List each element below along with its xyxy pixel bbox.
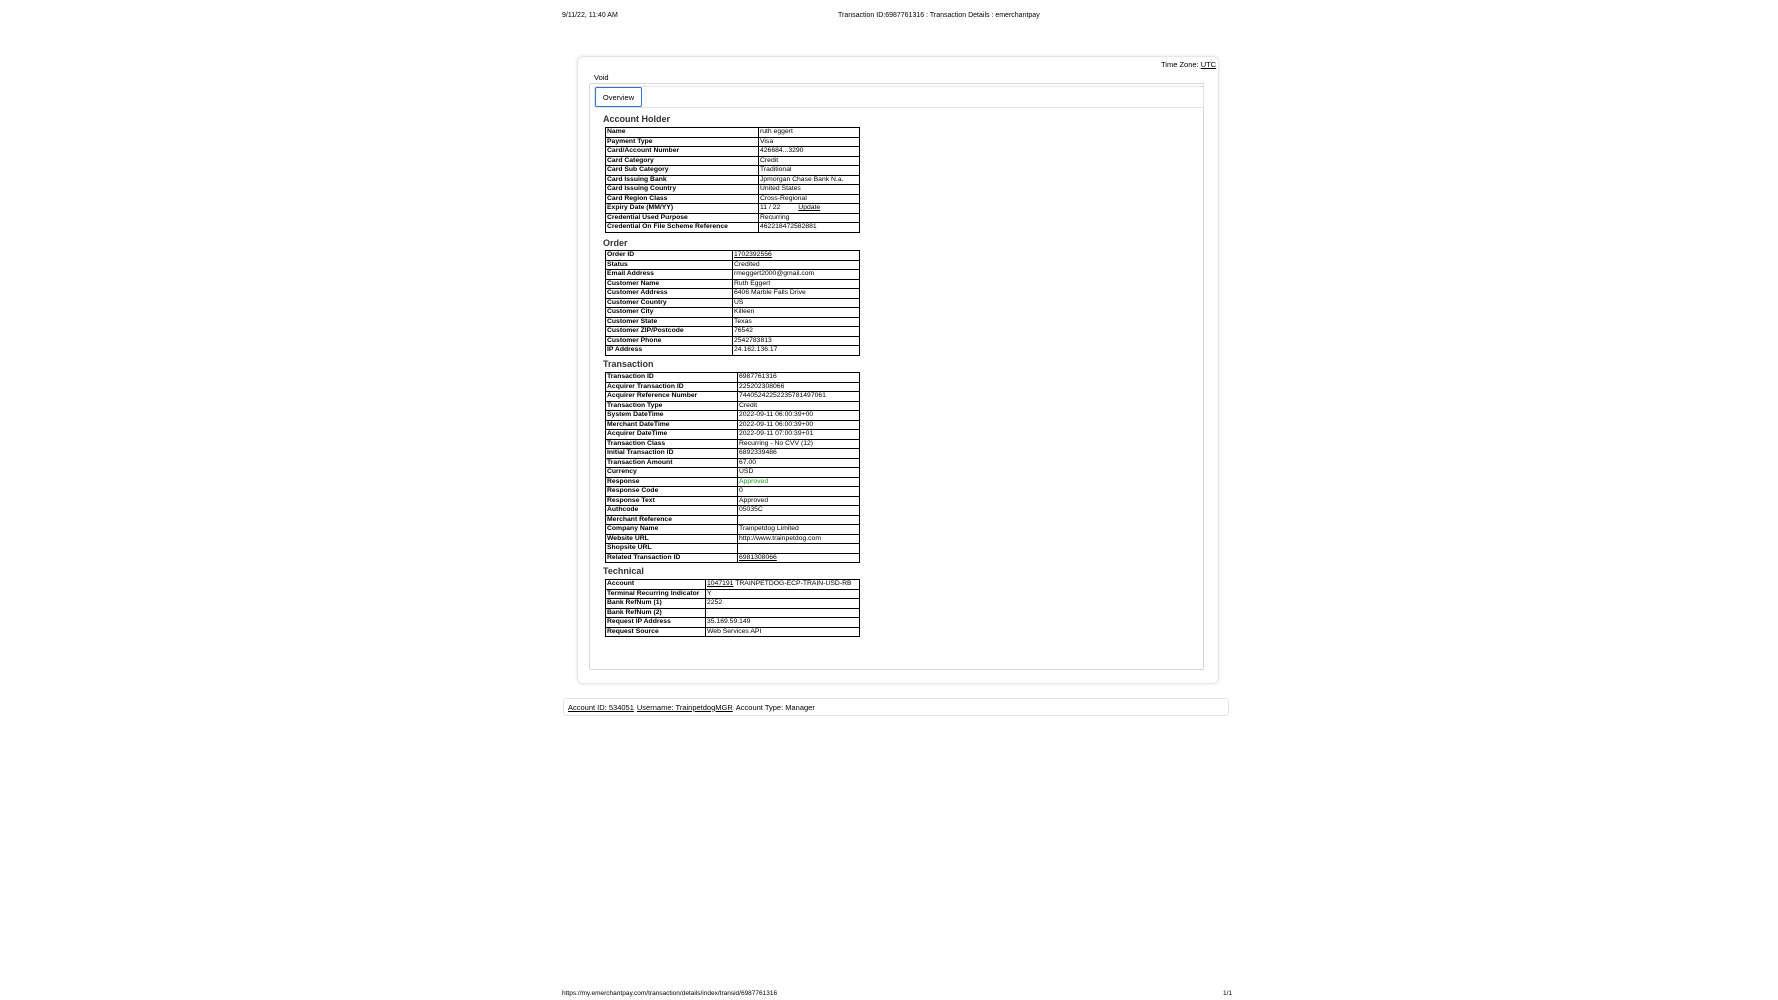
table-row	[606, 223, 860, 233]
table-row	[606, 213, 860, 223]
table-row	[606, 599, 860, 609]
timezone-label: Time Zone:	[1161, 60, 1199, 69]
table-row	[606, 156, 860, 166]
row-value	[759, 137, 860, 147]
value-text: 462218472582881	[760, 223, 817, 230]
order-table	[605, 250, 860, 356]
value-text: USD	[739, 468, 754, 475]
row-value	[738, 468, 860, 478]
row-value	[738, 477, 860, 487]
row-value	[759, 166, 860, 176]
value-text: 0	[739, 487, 743, 494]
table-row	[606, 289, 860, 299]
table-row	[606, 137, 860, 147]
row-value	[733, 336, 860, 346]
row-value	[738, 411, 860, 421]
row-value	[759, 213, 860, 223]
section-title-technical: Technical	[603, 566, 644, 576]
table-row	[606, 449, 860, 459]
row-label: Shopsite URL	[606, 544, 738, 554]
value-text: Killeen	[734, 308, 755, 315]
value-text: 2252	[707, 599, 723, 606]
table-row	[606, 270, 860, 280]
value-text: Credit	[739, 401, 758, 409]
account-name: TRAINPETDOG-ECP-TRAIN-USD-RB	[733, 580, 852, 587]
value-text: Web Services API	[707, 627, 762, 635]
row-value	[733, 308, 860, 318]
value-text: Recurring - No CVV (12)	[739, 439, 814, 447]
table-row	[606, 204, 860, 214]
row-label: Card/Account Number	[606, 147, 759, 157]
account-footer-bar	[563, 698, 1229, 716]
value-text: 6406 Marble Falls Drive	[734, 289, 806, 296]
value-text: Texas	[734, 317, 752, 325]
value-text: Credit	[760, 156, 779, 164]
row-value	[738, 382, 860, 392]
account-holder-table	[605, 127, 860, 233]
value-text: ruth eggert	[760, 128, 793, 135]
row-value	[738, 487, 860, 497]
row-value	[759, 223, 860, 233]
value-text: Visa	[760, 137, 774, 145]
row-label: Card Sub Category	[606, 166, 759, 176]
value-link[interactable]: 1702392556	[734, 251, 772, 258]
value-text: rmeggert2000@gmail.com	[734, 270, 815, 277]
row-label: Credential On File Scheme Reference	[606, 223, 759, 233]
value-text: 426684...3290	[760, 147, 804, 154]
account-id-link[interactable]: Account ID: 534051	[568, 702, 634, 712]
row-value	[759, 175, 860, 185]
row-value	[738, 373, 860, 383]
table-row	[606, 534, 860, 544]
table-row	[606, 317, 860, 327]
row-label: Email Address	[606, 270, 733, 280]
value-link[interactable]: 6981308066	[739, 553, 777, 561]
value-text: 24.162.136.17	[734, 346, 778, 353]
table-row	[606, 373, 860, 383]
row-value	[706, 608, 860, 618]
value-text: Approved	[739, 496, 769, 504]
table-row	[606, 553, 860, 563]
value-text: 6892339486	[739, 449, 777, 456]
row-value	[733, 260, 860, 270]
row-label: Request IP Address	[606, 618, 706, 628]
row-value	[706, 599, 860, 609]
value-text: Y	[707, 589, 712, 597]
value-text: Approved	[739, 477, 769, 485]
value-text: 11 / 22	[760, 204, 781, 211]
row-label: Credential Used Purpose	[606, 213, 759, 223]
row-label: Response	[606, 477, 738, 487]
row-value	[738, 534, 860, 544]
account-link[interactable]: 1047191	[707, 580, 734, 587]
value-text: http://www.trainpetdog.com	[739, 534, 821, 542]
table-row	[606, 515, 860, 525]
table-row	[606, 260, 860, 270]
row-label: Transaction Type	[606, 401, 738, 411]
row-label: Response Text	[606, 496, 738, 506]
row-label: Name	[606, 128, 759, 138]
table-row	[606, 627, 860, 637]
timezone	[1161, 60, 1216, 69]
print-footer-page: 1/1	[1223, 990, 1233, 997]
row-value	[759, 128, 860, 138]
row-value	[733, 289, 860, 299]
section-title-order: Order	[603, 238, 628, 248]
value-text: 74405242252235781497061	[739, 392, 826, 399]
value-text: Recurring	[760, 213, 790, 221]
tab-overview[interactable]: Overview	[595, 87, 642, 107]
row-value	[706, 589, 860, 599]
table-row	[606, 346, 860, 356]
value-text: Cross-Regional	[760, 194, 807, 202]
value-text: 76542	[734, 327, 753, 334]
table-row	[606, 487, 860, 497]
row-value	[759, 185, 860, 195]
table-row	[606, 382, 860, 392]
row-label: System DateTime	[606, 411, 738, 421]
table-row	[606, 589, 860, 599]
table-row	[606, 251, 860, 261]
print-header-datetime: 9/11/22, 11:40 AM	[562, 12, 618, 19]
value-text: 2022-09-11 07:00:39+01	[739, 430, 814, 437]
row-value	[738, 458, 860, 468]
table-row	[606, 128, 860, 138]
technical-table	[605, 579, 860, 637]
value-text: Jpmorgan Chase Bank N.a.	[760, 175, 844, 183]
row-value	[738, 525, 860, 535]
row-label: Card Category	[606, 156, 759, 166]
value-text: 35.169.59.149	[707, 618, 751, 625]
row-label: Response Code	[606, 487, 738, 497]
row-value	[738, 401, 860, 411]
row-value	[733, 270, 860, 280]
value-text: 225202308066	[739, 382, 785, 390]
table-row	[606, 458, 860, 468]
table-row	[606, 185, 860, 195]
row-label: Website URL	[606, 534, 738, 544]
row-label: Request Source	[606, 627, 706, 637]
row-label: Customer Address	[606, 289, 733, 299]
value-text: 2542783813	[734, 336, 772, 344]
table-row	[606, 298, 860, 308]
row-label: Customer Country	[606, 298, 733, 308]
row-value	[759, 204, 860, 214]
table-row	[606, 175, 860, 185]
row-value	[706, 627, 860, 637]
row-label: Customer ZIP/Postcode	[606, 327, 733, 337]
table-row	[606, 544, 860, 554]
row-label: Customer Name	[606, 279, 733, 289]
tab-bar	[594, 86, 1204, 108]
section-title-transaction: Transaction	[603, 359, 654, 369]
row-label: Related Transaction ID	[606, 553, 738, 563]
value-text: Ruth Eggert	[734, 279, 771, 287]
table-row	[606, 327, 860, 337]
row-value	[738, 496, 860, 506]
row-value	[738, 392, 860, 402]
timezone-link[interactable]: UTC	[1200, 60, 1217, 69]
value-text: US	[734, 298, 744, 306]
table-row	[606, 477, 860, 487]
void-link[interactable]: Void	[594, 73, 609, 82]
section-title-account-holder: Account Holder	[603, 114, 671, 124]
row-label: Transaction Amount	[606, 458, 738, 468]
table-row	[606, 401, 860, 411]
row-value	[733, 279, 860, 289]
table-row	[606, 166, 860, 176]
table-row	[606, 279, 860, 289]
row-label: Bank RefNum (2)	[606, 608, 706, 618]
table-row	[606, 308, 860, 318]
table-row	[606, 336, 860, 346]
row-value	[733, 317, 860, 327]
row-value	[738, 420, 860, 430]
row-value	[738, 506, 860, 516]
table-row	[606, 506, 860, 516]
table-row	[606, 580, 860, 590]
row-value	[738, 544, 860, 554]
row-value	[759, 194, 860, 204]
value-text: 2022-09-11 06:00:39+00	[739, 411, 814, 418]
row-label: Status	[606, 260, 733, 270]
update-expiry-link[interactable]: Update	[798, 204, 821, 211]
row-label: Bank RefNum (1)	[606, 599, 706, 609]
row-label: IP Address	[606, 346, 733, 356]
row-label: Initial Transaction ID	[606, 449, 738, 459]
row-value	[759, 156, 860, 166]
row-label: Authcode	[606, 506, 738, 516]
row-value	[738, 430, 860, 440]
row-value	[706, 580, 860, 590]
row-value	[738, 439, 860, 449]
row-label: Customer State	[606, 317, 733, 327]
value-text: 2022-09-11 06:00:39+00	[739, 420, 814, 428]
row-label: Merchant DateTime	[606, 420, 738, 430]
table-row	[606, 618, 860, 628]
row-label: Card Region Class	[606, 194, 759, 204]
row-value	[733, 251, 860, 261]
row-value	[733, 298, 860, 308]
row-label: Company Name	[606, 525, 738, 535]
value-text: 67.00	[739, 458, 757, 466]
row-label: Acquirer DateTime	[606, 430, 738, 440]
row-label: Merchant Reference	[606, 515, 738, 525]
row-label: Transaction Class	[606, 439, 738, 449]
row-label: Account	[606, 580, 706, 590]
table-row	[606, 147, 860, 157]
table-row	[606, 392, 860, 402]
table-row	[606, 608, 860, 618]
row-value	[738, 553, 860, 563]
table-row	[606, 439, 860, 449]
row-label: Order ID	[606, 251, 733, 261]
print-footer-url: https://my.emerchantpay.com/transaction/details/index/transid/6987761316	[562, 990, 778, 997]
value-text: Trainpetdog Limited	[739, 525, 799, 532]
row-value	[733, 346, 860, 356]
row-label: Card Issuing Country	[606, 185, 759, 195]
row-label: Customer City	[606, 308, 733, 318]
row-label: Currency	[606, 468, 738, 478]
row-label: Acquirer Transaction ID	[606, 382, 738, 392]
table-row	[606, 194, 860, 204]
value-text: United States	[760, 185, 801, 192]
row-value	[759, 147, 860, 157]
row-label: Customer Phone	[606, 336, 733, 346]
table-row	[606, 411, 860, 421]
row-value	[706, 618, 860, 628]
row-value	[738, 515, 860, 525]
username-link[interactable]: Username: TrainpetdogMGR	[636, 702, 733, 712]
row-label: Expiry Date (MM/YY)	[606, 204, 759, 214]
table-row	[606, 420, 860, 430]
table-row	[606, 430, 860, 440]
row-label: Card Issuing Bank	[606, 175, 759, 185]
table-row	[606, 468, 860, 478]
table-row	[606, 496, 860, 506]
row-label: Acquirer Reference Number	[606, 392, 738, 402]
row-label: Payment Type	[606, 137, 759, 147]
value-text: Traditional	[760, 166, 792, 173]
value-text: 6987761316	[739, 373, 777, 380]
print-header-title: Transaction ID:6987761316 : Transaction Details : emerchantpay	[838, 12, 1040, 19]
value-text: Credited	[734, 260, 760, 268]
account-type: Account Type: Manager	[735, 702, 815, 712]
transaction-table	[605, 372, 860, 563]
row-value	[733, 327, 860, 337]
row-value	[738, 449, 860, 459]
row-label: Terminal Recurring Indicator	[606, 589, 706, 599]
row-label: Transaction ID	[606, 373, 738, 383]
value-text: 05035C	[739, 506, 763, 513]
table-row	[606, 525, 860, 535]
